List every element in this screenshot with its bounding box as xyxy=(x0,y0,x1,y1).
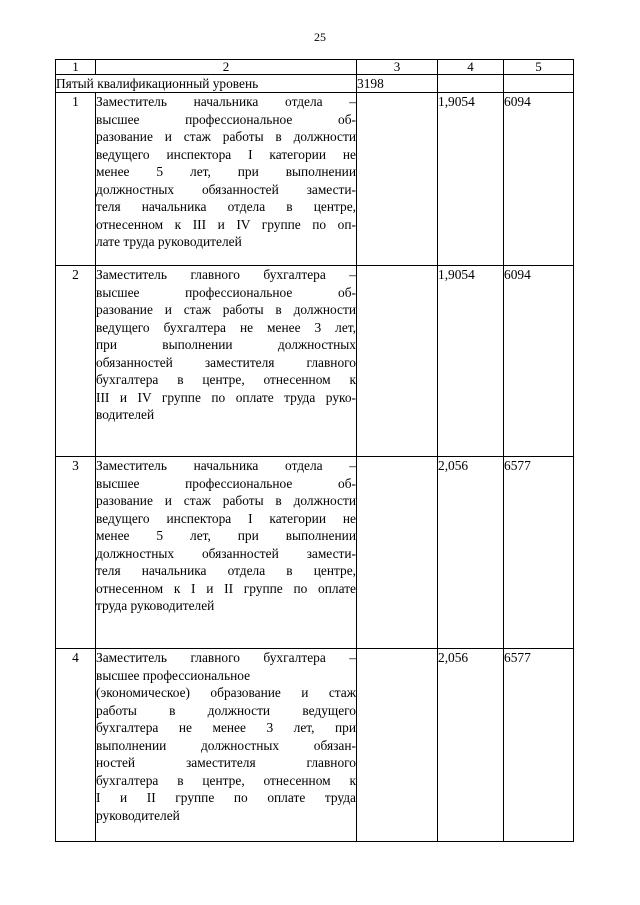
description-line: Заместитель начальника отдела – xyxy=(96,458,356,473)
salary: 6094 xyxy=(504,266,574,457)
salary: 6577 xyxy=(504,649,574,842)
description-line: разование и стаж работы в должности xyxy=(96,493,356,508)
description-line: теля начальника отдела в центре, xyxy=(96,563,356,578)
salary: 6577 xyxy=(504,457,574,649)
description-line: выполнении должностных обязан- xyxy=(96,737,356,753)
row-number: 4 xyxy=(56,649,96,842)
description-line: разование и стаж работы в должности xyxy=(96,302,356,317)
description-line: Заместитель главного бухгалтера – xyxy=(96,267,356,282)
description-line: отнесенном к I и II группе по оплате xyxy=(96,580,356,596)
description-line: высшее профессиональное xyxy=(96,667,251,683)
description-line: труда руководителей xyxy=(96,598,215,613)
empty-cell xyxy=(504,75,574,93)
description-line: должностных обязанностей замести- xyxy=(96,545,356,561)
description-line: бухгалтера не менее 3 лет, при xyxy=(96,720,356,735)
row-number: 3 xyxy=(56,457,96,649)
position-description xyxy=(96,457,357,649)
description-line: ностей заместителя главного xyxy=(96,755,356,770)
position-description xyxy=(96,93,357,266)
column-header: 2 xyxy=(96,60,357,75)
description-line: водителей xyxy=(96,407,155,422)
description-line: бухгалтера в центре, отнесенном к xyxy=(96,772,356,788)
coefficient: 2,056 xyxy=(438,649,504,842)
row-number: 1 xyxy=(56,93,96,266)
table-row xyxy=(56,649,574,842)
description-line: (экономическое) образование и стаж xyxy=(96,685,356,700)
description-line: лате труда руководителей xyxy=(96,234,242,249)
table-row xyxy=(56,93,574,266)
description-line: отнесенном к III и IV группе по оп- xyxy=(96,216,356,232)
position-description xyxy=(96,649,357,842)
description-line: I и II группе по оплате труда xyxy=(96,790,356,805)
empty-cell xyxy=(438,75,504,93)
description-line: высшее профессиональное об- xyxy=(96,111,356,127)
qualification-level-value: 3198 xyxy=(357,75,438,93)
position-description xyxy=(96,266,357,457)
description-line: руководителей xyxy=(96,807,180,823)
description-line: разование и стаж работы в должности xyxy=(96,129,356,144)
description-line: менее 5 лет, при выполнении xyxy=(96,164,356,179)
empty-cell xyxy=(357,93,438,266)
salary: 6094 xyxy=(504,93,574,266)
description-line: обязанностей заместителя главного xyxy=(96,354,356,370)
description-line: менее 5 лет, при выполнении xyxy=(96,528,356,543)
qualification-table xyxy=(55,59,574,842)
coefficient: 1,9054 xyxy=(438,93,504,266)
empty-cell xyxy=(357,649,438,842)
empty-cell xyxy=(357,457,438,649)
page-number: 25 xyxy=(314,30,326,44)
table-row xyxy=(56,266,574,457)
description-line: при выполнении должностных xyxy=(96,337,356,352)
table-row xyxy=(56,457,574,649)
description-line: Заместитель начальника отдела – xyxy=(96,94,356,109)
column-header: 3 xyxy=(357,60,438,75)
column-header: 4 xyxy=(438,60,504,75)
description-line: ведущего инспектора I категории не xyxy=(96,510,356,526)
qualification-level-row xyxy=(56,75,574,93)
qualification-level-label: Пятый квалификационный уровень xyxy=(56,75,357,93)
description-line: Заместитель главного бухгалтера – xyxy=(96,650,356,665)
column-header: 1 xyxy=(56,60,96,75)
description-line: теля начальника отдела в центре, xyxy=(96,199,356,214)
description-line: высшее профессиональное об- xyxy=(96,475,356,491)
description-line: должностных обязанностей замести- xyxy=(96,181,356,197)
coefficient: 1,9054 xyxy=(438,266,504,457)
column-header: 5 xyxy=(504,60,574,75)
coefficient: 2,056 xyxy=(438,457,504,649)
empty-cell xyxy=(357,266,438,457)
row-number: 2 xyxy=(56,266,96,457)
header-row xyxy=(56,60,574,75)
description-line: ведущего бухгалтера не менее 3 лет, xyxy=(96,319,356,335)
description-line: ведущего инспектора I категории не xyxy=(96,146,356,162)
description-line: III и IV группе по оплате труда руко- xyxy=(96,389,356,405)
description-line: высшее профессиональное об- xyxy=(96,284,356,300)
description-line: бухгалтера в центре, отнесенном к xyxy=(96,372,356,387)
description-line: работы в должности ведущего xyxy=(96,702,356,718)
